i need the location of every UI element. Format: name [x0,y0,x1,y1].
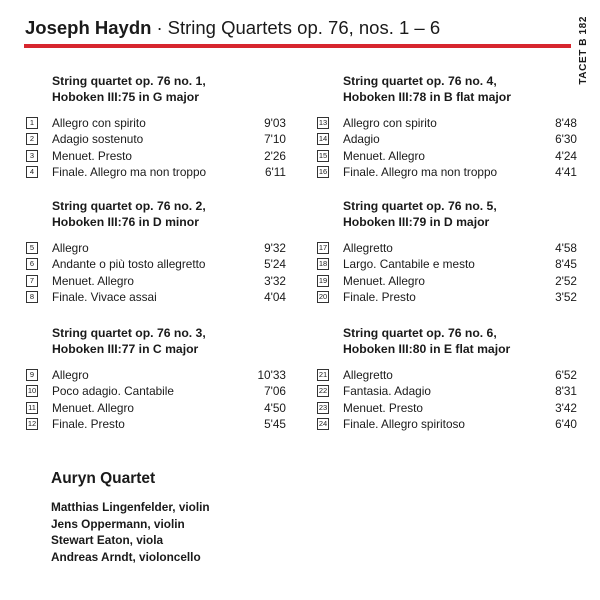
track-row[interactable] [26,256,286,272]
track-number: 2 [26,133,38,145]
quartet-block-1 [26,73,286,180]
composer-name: Joseph Haydn [25,17,152,38]
track-title: Fantasia. Adagio [343,384,431,399]
track-list [317,367,577,432]
track-duration: 4'04 [264,289,286,304]
track-duration: 4'58 [555,241,577,255]
track-duration: 8'45 [555,257,577,272]
track-row[interactable] [26,164,286,180]
quartet-title-line-2: Hoboken III:76 in D minor [52,215,199,229]
track-list [317,240,577,305]
track-title: Allegro con spirito [52,116,146,130]
performer-credit: Matthias Lingenfelder, violin [51,500,210,514]
quartet-block-2 [26,198,286,305]
track-number: 10 [27,386,37,396]
track-number: 18 [318,259,328,269]
track-row[interactable] [317,240,577,256]
track-title: Poco adagio. Cantabile [52,384,174,399]
track-duration: 2'26 [264,148,286,163]
track-row[interactable] [317,164,577,180]
track-number: 9 [26,369,38,381]
track-number: 6 [26,258,38,270]
track-list [26,367,286,432]
track-duration: 7'10 [264,132,286,147]
track-row[interactable] [26,400,286,416]
track-title: Allegro [52,241,89,255]
track-duration: 2'52 [555,273,577,288]
track-title: Menuet. Allegro [343,148,425,163]
track-title: Allegretto [343,241,393,255]
track-duration: 6'30 [555,132,577,147]
track-duration: 8'48 [555,116,577,130]
work-title: String Quartets op. 76, nos. 1 – 6 [167,17,441,38]
track-title: Finale. Allegro ma non troppo [52,164,207,179]
track-number: 12 [27,418,37,428]
quartet-title-line-2: Hoboken III:77 in C major [52,342,199,356]
quartet-title-line-1: String quartet op. 76 no. 6, [343,326,497,340]
track-row[interactable] [26,367,286,383]
quartet-title-line-2: Hoboken III:78 in B flat major [343,90,511,104]
track-list [26,115,286,180]
track-title: Finale. Allegro spiritoso [343,416,465,431]
track-row[interactable] [317,115,577,131]
track-title: Allegro con spirito [343,116,437,130]
track-row[interactable] [317,289,577,305]
track-number: 16 [318,166,328,176]
page-title [25,17,440,39]
quartet-block-6 [317,325,577,432]
track-title: Adagio [343,132,380,147]
track-number: 5 [26,242,38,254]
track-number: 21 [318,370,328,379]
track-title: Menuet. Allegro [52,400,134,415]
track-row[interactable] [317,416,577,432]
track-row[interactable] [26,131,286,147]
track-duration: 5'24 [264,257,286,272]
track-row[interactable] [317,131,577,147]
quartet-title-line-1: String quartet op. 76 no. 5, [343,199,497,213]
track-row[interactable] [317,367,577,383]
track-duration: 6'40 [555,416,577,431]
quartet-title-line-1: String quartet op. 76 no. 4, [343,74,497,88]
track-title: Menuet. Allegro [52,273,134,288]
track-row[interactable] [26,416,286,432]
track-number: 15 [318,150,328,160]
track-duration: 4'50 [264,400,286,415]
track-number: 8 [26,291,38,303]
track-row[interactable] [26,148,286,164]
quartet-block-3 [26,325,286,432]
accent-rule [24,44,571,48]
track-duration: 3'32 [264,273,286,288]
track-duration: 9'32 [264,241,286,255]
track-row[interactable] [26,115,286,131]
track-duration: 7'06 [264,384,286,399]
track-duration: 9'03 [264,116,286,130]
track-number: 20 [318,291,328,301]
track-number: 22 [318,386,328,396]
track-duration: 8'31 [555,384,577,399]
track-duration: 4'24 [555,148,577,163]
track-number: 3 [26,150,38,162]
track-duration: 3'52 [555,289,577,304]
track-title: Andante o più tosto allegretto [52,257,206,272]
performer-list [51,499,210,565]
track-title: Adagio sostenuto [52,132,144,147]
track-number: 1 [26,117,38,129]
track-row[interactable] [26,240,286,256]
track-number: 13 [318,118,328,127]
track-row[interactable] [317,148,577,164]
performer-credit: Jens Oppermann, violin [51,516,185,531]
quartet-title-line-1: String quartet op. 76 no. 3, [52,326,206,340]
track-duration: 4'41 [555,164,577,179]
track-title: Finale. Allegro ma non troppo [343,164,498,179]
track-number: 11 [26,402,38,414]
track-duration: 6'52 [555,368,577,382]
track-row[interactable] [317,273,577,289]
track-row[interactable] [317,383,577,399]
track-number: 23 [318,402,328,412]
performer-credit: Stewart Eaton, viola [51,533,164,547]
quartet-title-line-1: String quartet op. 76 no. 1, [52,74,206,88]
track-title: Finale. Presto [52,416,125,431]
track-number: 17 [318,243,328,252]
track-row[interactable] [26,289,286,305]
quartet-title-line-2: Hoboken III:80 in E flat major [343,342,511,356]
track-list [26,240,286,305]
quartet-block-4 [317,73,577,180]
track-title: Largo. Cantabile e mesto [343,257,475,272]
ensemble-name: Auryn Quartet [51,470,156,487]
track-row[interactable] [26,273,286,289]
track-number: 19 [318,275,328,285]
track-title: Finale. Presto [343,289,416,304]
track-list [317,115,577,180]
title-separator: · [156,17,163,38]
track-number: 7 [26,275,38,287]
track-duration: 10'33 [257,368,286,382]
track-row[interactable] [317,256,577,272]
track-title: Menuet. Allegro [343,273,425,288]
catalog-number: TACET B 182 [578,16,589,85]
track-row[interactable] [317,400,577,416]
track-duration: 3'42 [555,400,577,415]
track-number: 4 [26,166,38,178]
track-title: Allegro [52,368,89,382]
track-title: Menuet. Presto [52,148,132,163]
track-title: Menuet. Presto [343,400,423,415]
track-title: Finale. Vivace assai [52,289,157,304]
track-title: Allegretto [343,368,393,382]
quartet-title-line-2: Hoboken III:79 in D major [343,215,490,229]
track-row[interactable] [26,383,286,399]
track-duration: 5'45 [264,416,286,431]
track-duration: 6'11 [264,164,286,179]
quartet-block-5 [317,198,577,305]
quartet-title-line-1: String quartet op. 76 no. 2, [52,199,206,213]
performer-credit: Andreas Arndt, violoncello [51,549,201,564]
track-number: 14 [318,134,328,144]
quartet-title-line-2: Hoboken III:75 in G major [52,90,199,104]
track-number: 24 [318,418,328,428]
